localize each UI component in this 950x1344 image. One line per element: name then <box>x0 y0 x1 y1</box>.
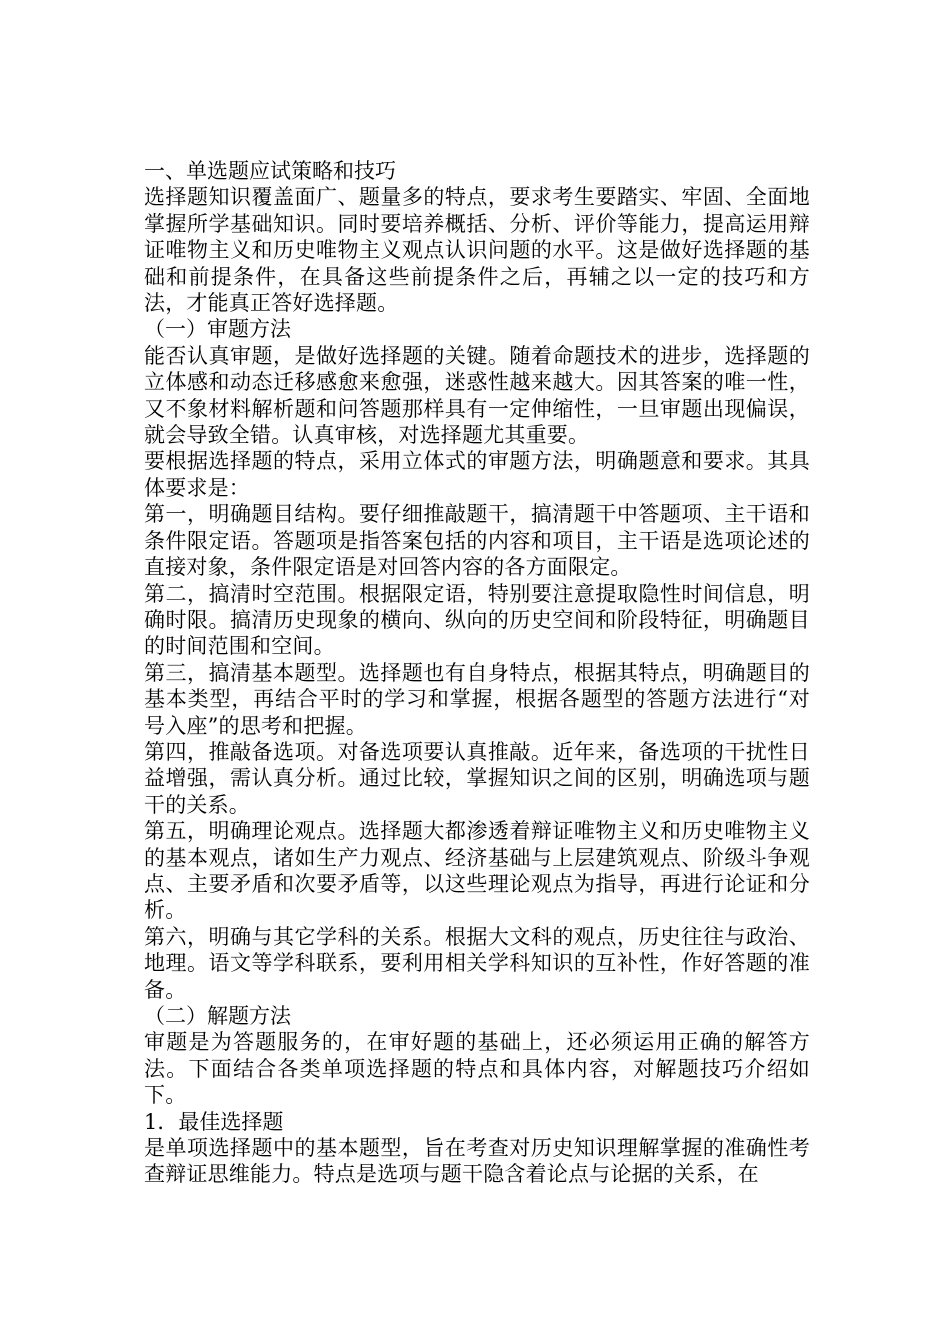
paragraph-point-one: 第一，明确题目结构。要仔细推敲题干，搞清题干中答题项、主干语和条件限定语。答题项是指答案包括的内容和项目，主干语是选项论述的直接对象，条件限定语是对回答内容的各方面限定。 <box>144 502 810 580</box>
subheading-best-choice: 1．最佳选择题 <box>144 1109 284 1134</box>
document-body <box>144 158 810 1188</box>
subheading-review-method: （一）审题方法 <box>144 317 291 342</box>
paragraph-solve-intro: 审题是为答题服务的，在审好题的基础上，还必须运用正确的解答方法。下面结合各类单项选择题的特点和具体内容，对解题技巧介绍如下。 <box>144 1030 810 1108</box>
paragraph-point-six: 第六，明确与其它学科的关系。根据大文科的观点，历史往往与政治、地理。语文等学科联系，要利用相关学科知识的互补性，作好答题的准备。 <box>144 924 810 1002</box>
subheading-solve-method: （二）解题方法 <box>144 1004 291 1028</box>
section-heading-single-choice: 一、单选题应试策略和技巧 <box>144 159 396 183</box>
paragraph-point-two: 第二，搞清时空范围。根据限定语，特别要注意提取隐性时间信息，明确时限。搞清历史现象的横向、纵向的历史空间和阶段特征，明确题目的时间范围和空间。 <box>144 581 810 659</box>
paragraph-point-five: 第五，明确理论观点。选择题大都渗透着辩证唯物主义和历史唯物主义的基本观点，诸如生产力观点、经济基础与上层建筑观点、阶级斗争观点、主要矛盾和次要矛盾等，以这些理论观点为指导，再进行论证和分析。 <box>144 819 810 923</box>
paragraph-point-four: 第四，推敲备选项。对备选项要认真推敲。近年来，备选项的干扰性日益增强，需认真分析。通过比较，掌握知识之间的区别，明确选项与题干的关系。 <box>144 739 810 817</box>
paragraph-best-choice: 是单项选择题中的基本题型，旨在考查对历史知识理解掌握的准确性考查辩证思维能力。特点是选项与题干隐含着论点与论据的关系，在 <box>144 1136 810 1187</box>
paragraph-review-requirements: 要根据选择题的特点，采用立体式的审题方法，明确题意和要求。其具体要求是： <box>144 449 810 500</box>
paragraph-point-three: 第三，搞清基本题型。选择题也有自身特点，根据其特点，明确题目的基本类型，再结合平时的学习和掌握，根据各题型的答题方法进行“对号入座”的思考和把握。 <box>144 660 810 738</box>
paragraph-intro: 选择题知识覆盖面广、题量多的特点，要求考生要踏实、牢固、全面地掌握所学基础知识。同时要培养概括、分析、评价等能力，提高运用辩证唯物主义和历史唯物主义观点认识问题的水平。这是做好选择题的基础和前提条件，在具备这些前提条件之后，再辅之以一定的技巧和方法，才能真正答好选择题。 <box>144 185 810 316</box>
paragraph-review-key: 能否认真审题，是做好选择题的关键。随着命题技术的进步，选择题的立体感和动态迁移感愈来愈强，迷惑性越来越大。因其答案的唯一性，又不象材料解析题和问答题那样具有一定伸缩性，一旦审题出现偏误，就会导致全错。认真审核，对选择题尤其重要。 <box>144 343 810 448</box>
